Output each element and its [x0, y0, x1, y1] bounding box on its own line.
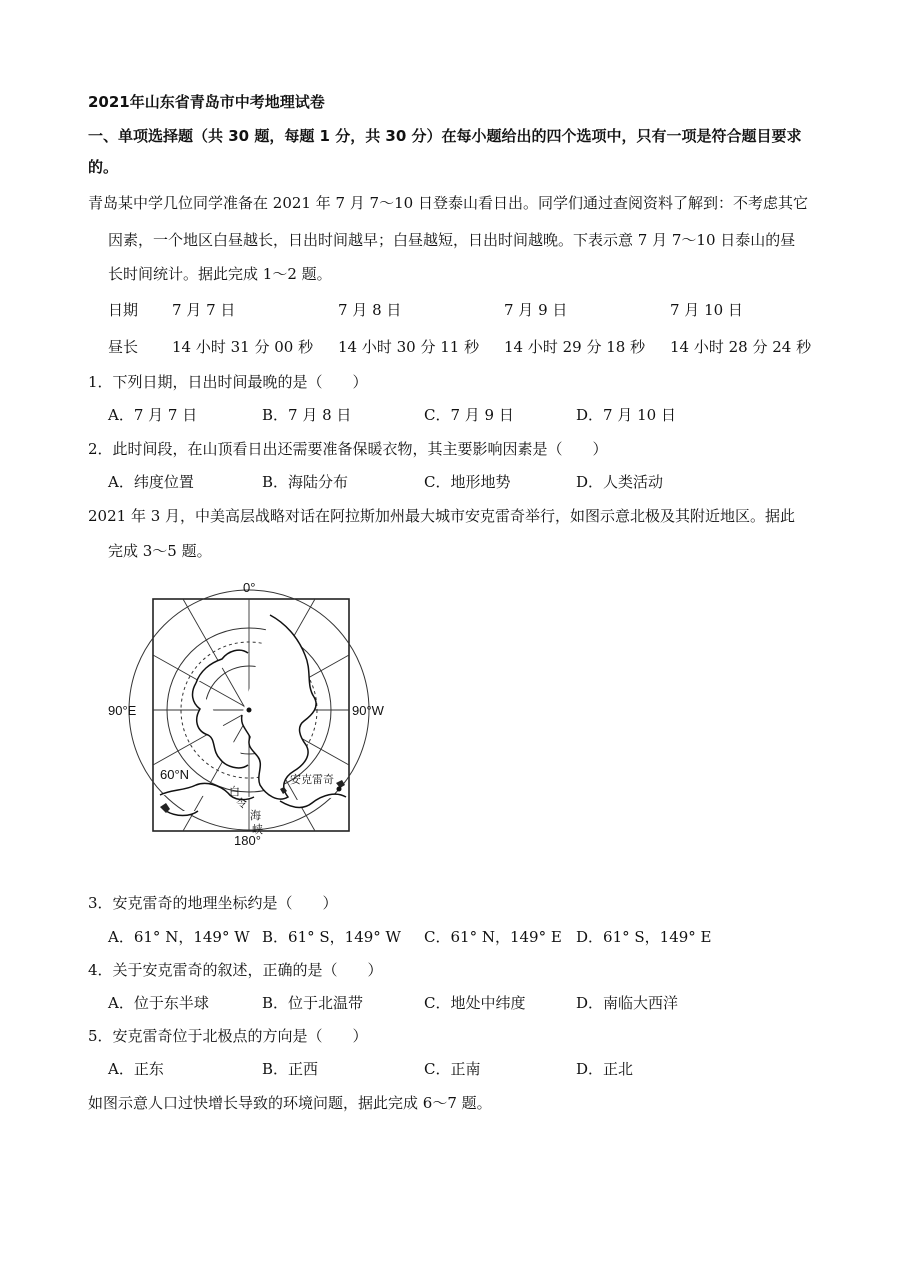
exam-title: 2021年山东省青岛市中考地理试卷 [88, 93, 325, 111]
question-4-option-d: D．南临大西洋 [576, 994, 679, 1012]
question-4-stem: 4．关于安克雷奇的叙述，正确的是（ ） [88, 961, 383, 979]
question-3-stem: 3．安克雷奇的地理坐标约是（ ） [88, 894, 338, 912]
section-heading-line1: 一、单项选择题（共 30 题，每题 1 分，共 30 分）在每小题给出的四个选项中，只有一项是符合题目要求 [88, 127, 802, 145]
intro3-line1: 如图示意人口过快增长导致的环境问题，据此完成 6～7 题。 [88, 1094, 492, 1112]
question-5-option-d: D．正北 [576, 1060, 634, 1078]
table-date-cell: 7 月 8 日 [338, 301, 402, 319]
map-label-0: 0° [243, 580, 256, 595]
map-label-strait-3: 海 [250, 809, 261, 822]
table-date-cell: 7 月 10 日 [670, 301, 743, 319]
question-1-stem: 1．下列日期，日出时间最晚的是（ ） [88, 373, 368, 391]
question-4-option-b: B．位于北温带 [262, 994, 364, 1012]
map-label-strait-4: 峡 [252, 823, 263, 836]
question-2-option-a: A．纬度位置 [108, 473, 194, 491]
question-2-option-c: C．地形地势 [424, 473, 511, 491]
intro2-line1: 2021 年 3 月，中美高层战略对话在阿拉斯加州最大城市安克雷奇举行，如图示意北极及其附近地区。据此 [88, 507, 796, 525]
question-4-option-c: C．地处中纬度 [424, 994, 526, 1012]
intro2-line2: 完成 3～5 题。 [108, 542, 212, 560]
map-label-60n: 60°N [160, 767, 190, 782]
question-3-option-d: D．61° S，149° E [576, 928, 712, 946]
section-heading-line2: 的。 [88, 158, 119, 176]
question-2-stem: 2．此时间段，在山顶看日出还需要准备保暖衣物，其主要影响因素是（ ） [88, 440, 608, 458]
question-3-option-c: C．61° N，149° E [424, 928, 562, 946]
question-1-option-a: A．7 月 7 日 [108, 406, 198, 424]
question-1-option-d: D．7 月 10 日 [576, 406, 676, 424]
question-4-option-a: A．位于东半球 [108, 994, 209, 1012]
question-2-option-d: D．人类活动 [576, 473, 664, 491]
intro1-line2: 因素，一个地区白昼越长，日出时间越早；白昼越短，日出时间越晚。下表示意 7 月 7～10 日泰山的昼 [108, 231, 796, 249]
map-label-strait-1: 白 [229, 785, 240, 798]
map-label-90w: 90°W [352, 703, 384, 718]
question-3-option-a: A．61° N，149° W [108, 928, 250, 946]
anchorage-marker [337, 787, 342, 792]
map-label-strait-2: 令 [236, 797, 247, 810]
question-5-option-a: A．正东 [108, 1060, 164, 1078]
table-date-cell: 7 月 7 日 [172, 301, 236, 319]
question-5-stem: 5．安克雷奇位于北极点的方向是（ ） [88, 1027, 368, 1045]
map-label-90e: 90°E [108, 703, 137, 718]
table-length-cell: 14 小时 30 分 11 秒 [338, 338, 480, 356]
question-1-option-b: B．7 月 8 日 [262, 406, 352, 424]
north-pole-marker [247, 708, 252, 713]
question-5-option-b: B．正西 [262, 1060, 319, 1078]
question-5-option-c: C．正南 [424, 1060, 481, 1078]
table-row-date-label: 日期 [108, 301, 139, 319]
question-2-option-b: B．海陆分布 [262, 473, 349, 491]
table-date-cell: 7 月 9 日 [504, 301, 568, 319]
table-length-cell: 14 小时 31 分 00 秒 [172, 338, 314, 356]
table-length-cell: 14 小时 29 分 18 秒 [504, 338, 646, 356]
intro1-line3: 长时间统计。据此完成 1～2 题。 [108, 265, 332, 283]
table-length-cell: 14 小时 28 分 24 秒 [670, 338, 812, 356]
map-label-anchorage: 安克雷奇 [290, 773, 334, 786]
intro1-line1: 青岛某中学几位同学准备在 2021 年 7 月 7～10 日登泰山看日出。同学们通过查阅资料了解到：不考虑其它 [88, 194, 808, 212]
question-1-option-c: C．7 月 9 日 [424, 406, 514, 424]
arctic-map-figure [100, 575, 410, 855]
table-row-length-label: 昼长 [108, 338, 139, 356]
map-label-180: 180° [234, 833, 261, 848]
question-3-option-b: B．61° S，149° W [262, 928, 401, 946]
